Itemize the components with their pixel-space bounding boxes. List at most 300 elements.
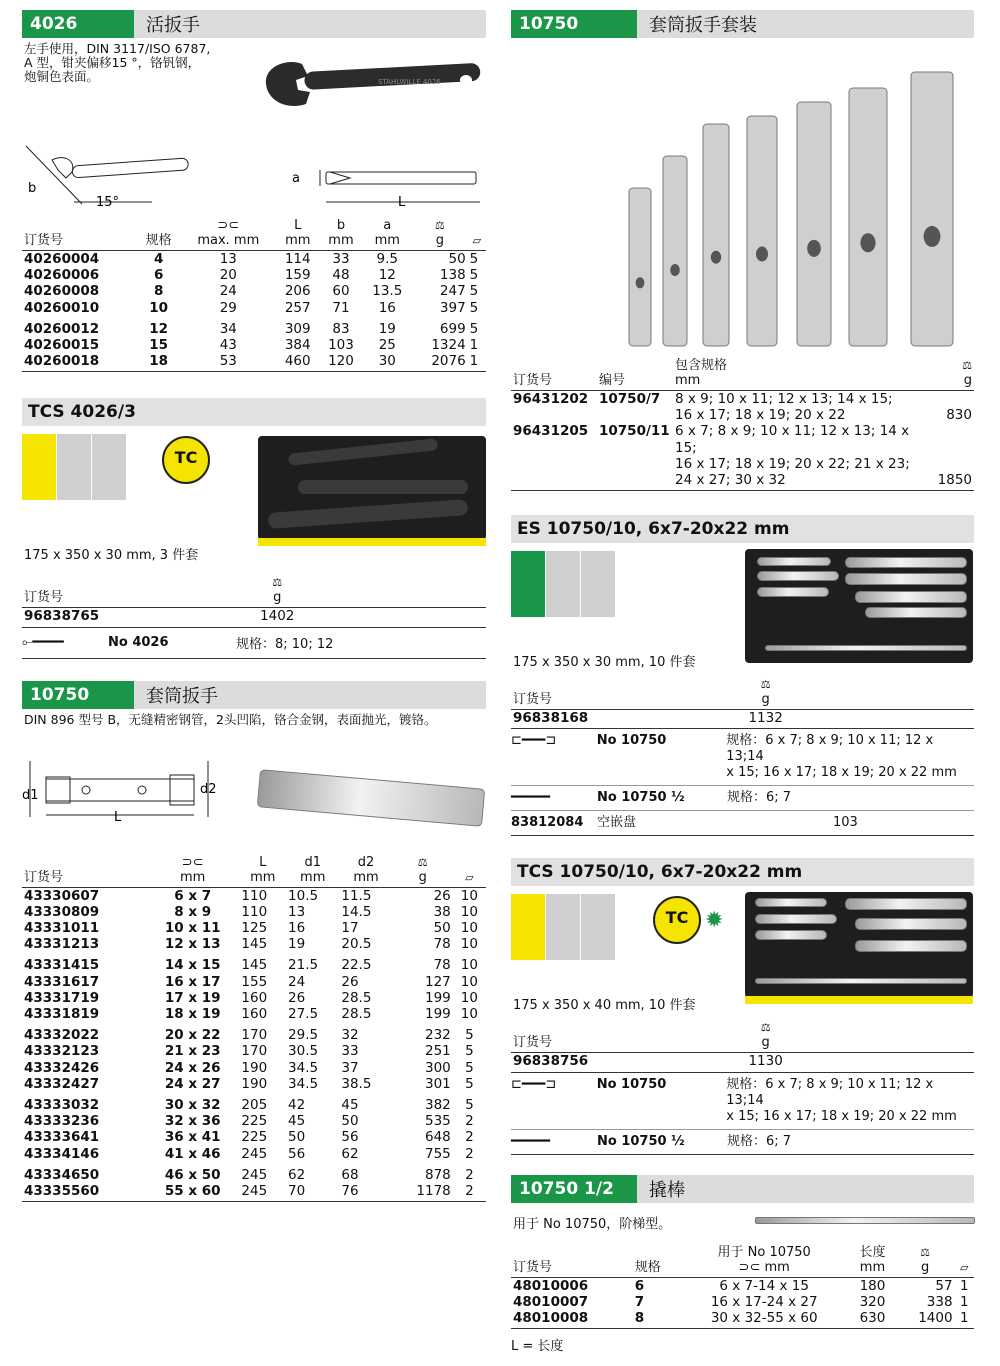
s4026-intro xyxy=(22,42,486,212)
pack-qty: 2 xyxy=(465,1129,474,1146)
spanner-tube xyxy=(629,188,651,346)
open-wrench-icon: ⊃⊂ xyxy=(181,854,204,870)
order-number: 43330809 xyxy=(24,903,100,920)
col-b: b mm xyxy=(319,218,362,251)
length: 630 xyxy=(859,1310,886,1327)
weight: 57 xyxy=(935,1277,953,1294)
mini-wrench-icon: ⟜━━━━ xyxy=(22,635,64,651)
weight: 1324 xyxy=(431,337,466,354)
spanner-tube xyxy=(911,72,953,346)
size: 18 x 19 xyxy=(164,1006,221,1023)
max-opening: 43 xyxy=(219,337,237,354)
length: 225 xyxy=(241,1113,268,1130)
s10750-visual xyxy=(22,727,486,845)
scale-icon: ⚖ xyxy=(760,1021,771,1035)
table-row xyxy=(22,1146,486,1162)
box-spanner-image xyxy=(257,769,485,827)
length: 206 xyxy=(284,283,311,300)
col-length: 长度 mm xyxy=(849,1245,895,1278)
col-pack xyxy=(453,855,486,888)
scale-icon: ⚖ xyxy=(272,576,283,590)
box-spanner-diagram xyxy=(22,757,222,843)
weight: 1178 xyxy=(416,1183,451,1200)
d2: 38.5 xyxy=(341,1075,372,1092)
pack-qty: 5 xyxy=(465,1075,474,1092)
es10750-spec: 175 x 350 x 30 mm, 10 件套 xyxy=(513,655,696,671)
length: 460 xyxy=(284,353,311,370)
d2: 76 xyxy=(341,1183,359,1200)
box-icon: ▱ xyxy=(472,234,482,247)
dim-b: 71 xyxy=(332,299,350,316)
col-order: 订货号 xyxy=(22,855,146,888)
dim-b: 103 xyxy=(328,337,354,354)
dim-d1-label: d1 xyxy=(22,787,39,803)
table-row xyxy=(22,920,486,936)
length: 160 xyxy=(241,1006,268,1023)
weight: 878 xyxy=(424,1166,451,1183)
tc-system-badge: TC xyxy=(162,436,210,484)
swatch-gray xyxy=(546,551,580,617)
dim-l-label: L xyxy=(398,195,406,210)
weight-value: 1402 xyxy=(260,608,295,625)
d2: 37 xyxy=(341,1059,359,1076)
d1: 45 xyxy=(288,1113,306,1130)
d2: 45 xyxy=(341,1097,359,1114)
weight: 38 xyxy=(433,903,451,920)
col-size: 规格 xyxy=(633,1245,679,1278)
length: 170 xyxy=(241,1043,268,1060)
order-number: 43333236 xyxy=(24,1113,100,1130)
size: 46 x 50 xyxy=(164,1166,221,1183)
col-pack xyxy=(468,218,486,251)
order-number: 40260015 xyxy=(24,337,100,354)
color-swatches xyxy=(511,894,616,960)
d1: 19 xyxy=(288,936,306,953)
desc-line: A 型，钳夹偏移15 °，铬钒钢， xyxy=(24,55,201,70)
col-max: ⊃⊂ max. mm xyxy=(180,218,276,251)
dim-b: 48 xyxy=(332,267,350,284)
table-row xyxy=(22,337,486,353)
col-l: L mm xyxy=(276,218,319,251)
pack-qty: 10 xyxy=(460,1006,478,1023)
table-row xyxy=(22,267,486,283)
length: 170 xyxy=(241,1027,268,1044)
section-header-4026 xyxy=(22,10,486,38)
wrench-angle-diagram xyxy=(22,140,202,212)
pack-qty: 10 xyxy=(460,903,478,920)
pack-qty: 5 xyxy=(469,283,479,300)
fits-range: 30 x 32-55 x 60 xyxy=(710,1310,818,1327)
size: 15 xyxy=(149,337,169,354)
col-num: 编号 xyxy=(597,358,673,391)
tcs10750-visual xyxy=(511,886,974,1020)
size: 24 x 26 xyxy=(164,1059,221,1076)
pack-qty: 10 xyxy=(460,989,478,1006)
order-number: 43331011 xyxy=(24,920,100,937)
table-row xyxy=(22,1183,486,1199)
length: 257 xyxy=(284,299,311,316)
size: 18 xyxy=(149,353,169,370)
d1: 34.5 xyxy=(288,1075,319,1092)
es10750-visual xyxy=(511,543,974,677)
weight: 50 xyxy=(433,920,451,937)
tcs10750-table xyxy=(511,1020,974,1069)
length: 159 xyxy=(284,267,311,284)
d1: 13 xyxy=(288,903,306,920)
table-row xyxy=(22,1113,486,1129)
order-number: 43332022 xyxy=(24,1027,100,1044)
section-header-tcs10750 xyxy=(511,858,974,886)
table-row xyxy=(22,887,486,904)
order-number: 43334650 xyxy=(24,1166,100,1183)
max-opening: 24 xyxy=(219,283,237,300)
contents-no: No 10750 xyxy=(596,733,667,749)
size: 20 x 22 xyxy=(164,1027,221,1044)
d2: 56 xyxy=(341,1129,359,1146)
right-column xyxy=(511,10,974,1354)
tommy-bar-hole xyxy=(924,226,941,247)
table-row xyxy=(22,251,486,268)
foam-tray-image xyxy=(745,892,973,998)
desc-line: 炮铜色表面。 xyxy=(24,69,100,84)
pack-qty: 5 xyxy=(465,1027,474,1044)
size: 32 x 36 xyxy=(164,1113,221,1130)
d2: 22.5 xyxy=(341,957,372,974)
tommy-bar-hole xyxy=(756,247,768,262)
size: 12 xyxy=(149,320,169,337)
dim-b: 83 xyxy=(332,320,350,337)
table-row xyxy=(22,1022,486,1043)
table-row xyxy=(22,1060,486,1076)
size: 14 x 15 xyxy=(164,957,221,974)
tommy-bar-hole xyxy=(860,233,875,252)
d2: 14.5 xyxy=(341,903,372,920)
length-note: L = 长度 xyxy=(511,1339,564,1355)
pack-qty: 1 xyxy=(959,1293,969,1310)
section-title: ES 10750/10, 6x7-20x22 mm xyxy=(517,519,790,540)
dim-b: 60 xyxy=(332,283,350,300)
table-row xyxy=(22,952,486,973)
length: 190 xyxy=(241,1059,268,1076)
length: 145 xyxy=(241,936,268,953)
table-row xyxy=(511,1294,974,1310)
col-pack xyxy=(955,1245,974,1278)
d2: 28.5 xyxy=(341,989,372,1006)
order-number: 83812084 xyxy=(511,815,584,831)
weight: 251 xyxy=(424,1043,451,1060)
contents-sizes: 规格：6; 7 xyxy=(727,1133,792,1149)
d1: 27.5 xyxy=(288,1006,319,1023)
size: 17 x 19 xyxy=(164,989,221,1006)
size: 12 x 13 xyxy=(164,936,221,953)
d1: 56 xyxy=(288,1145,306,1162)
size: 8 xyxy=(634,1310,645,1327)
svg-text:STAHLWILLE 4026: STAHLWILLE 4026 xyxy=(378,78,441,86)
tcs4026-visual xyxy=(22,426,486,544)
dim-d2-label: d2 xyxy=(200,781,217,797)
mini-bar-icon: ━━━━━ xyxy=(511,1133,551,1149)
d2: 26 xyxy=(341,973,359,990)
col-weight: ⚖ g xyxy=(208,575,347,608)
bar-table xyxy=(511,1245,974,1327)
length: 245 xyxy=(241,1166,268,1183)
section-header-es10750 xyxy=(511,515,974,543)
contents-no: No 4026 xyxy=(108,635,169,651)
length: 114 xyxy=(284,251,311,267)
order-number: 48010006 xyxy=(513,1277,589,1294)
es10750-contents-1: ⊏━━━⊐ No 10750 规格：6 x 7; 8 x 9; 10 x 11; 12 x 13;14 x 15; 16 x 17; 18 x 19; 20 x 22 mm xyxy=(511,729,974,786)
section-header-10750 xyxy=(22,681,486,709)
pack-qty: 10 xyxy=(460,920,478,937)
order-number: 96431202 xyxy=(513,391,589,407)
pack-qty: 1 xyxy=(469,353,479,370)
open-wrench-icon: ⊃⊂ xyxy=(738,1259,761,1275)
table-row xyxy=(22,1006,486,1022)
col-weight: ⚖ g xyxy=(696,1020,835,1053)
d1: 50 xyxy=(288,1129,306,1146)
size: 21 x 23 xyxy=(164,1043,221,1060)
table-row xyxy=(22,936,486,952)
section-name: 活扳手 xyxy=(146,15,200,36)
col-weight: ⚖ g xyxy=(936,358,974,391)
size: 8 xyxy=(153,283,164,300)
col-for: 用于 No 10750 ⊃⊂ mm xyxy=(679,1245,849,1278)
pack-qty: 10 xyxy=(460,957,478,974)
weight: 300 xyxy=(424,1059,451,1076)
col-order: 订货号 xyxy=(511,677,696,710)
tcs4026-spec: 175 x 350 x 30 mm, 3 件套 xyxy=(24,548,199,564)
scale-icon: ⚖ xyxy=(417,855,428,869)
wrench-side-diagram xyxy=(290,166,486,214)
weight: 26 xyxy=(433,887,451,904)
order-number: 43333641 xyxy=(24,1129,100,1146)
size: 10 xyxy=(149,299,169,316)
box-icon: ▱ xyxy=(960,1260,969,1274)
order-number: 40260006 xyxy=(24,267,100,284)
col-weight: ⚖ g xyxy=(896,1245,955,1278)
length: 320 xyxy=(859,1293,886,1310)
swatch-yellow xyxy=(22,434,56,500)
dim-a: 12 xyxy=(378,267,396,284)
tcs4026-contents-row xyxy=(22,628,486,659)
d2: 28.5 xyxy=(341,1006,372,1023)
tcs4026-table xyxy=(22,575,486,624)
col-d1: d1 mm xyxy=(286,855,339,888)
weight: 1400 xyxy=(918,1310,953,1327)
length: 180 xyxy=(859,1277,886,1294)
weight-value: 103 xyxy=(833,815,858,831)
swatch-green xyxy=(511,551,545,617)
weight: 699 xyxy=(439,320,466,337)
table-row xyxy=(22,974,486,990)
length: 245 xyxy=(241,1183,268,1200)
order-number: 48010008 xyxy=(513,1310,589,1327)
box-icon: ▱ xyxy=(465,870,474,884)
size: 10 x 11 xyxy=(164,920,221,937)
table-row xyxy=(22,1129,486,1145)
length: 384 xyxy=(284,337,311,354)
es10750-tray-row xyxy=(511,811,974,836)
table-row xyxy=(511,1310,974,1326)
pack-qty: 10 xyxy=(460,936,478,953)
length: 190 xyxy=(241,1075,268,1092)
d1: 34.5 xyxy=(288,1059,319,1076)
order-number: 40260004 xyxy=(24,251,100,267)
table-row xyxy=(511,423,974,488)
weight: 382 xyxy=(424,1097,451,1114)
spanner-tube xyxy=(703,124,729,346)
dim-b: 33 xyxy=(332,251,350,267)
col-order: 订货号 xyxy=(511,1245,633,1278)
swatch-gray xyxy=(581,894,615,960)
order-number: 43334146 xyxy=(24,1145,100,1162)
mini-spanner-icon: ⊏━━━⊐ xyxy=(511,733,557,749)
es10750-table xyxy=(511,677,974,726)
s10750-table xyxy=(22,855,486,1200)
weight-value: 1132 xyxy=(748,710,783,727)
col-size: ⊃⊂ mm xyxy=(146,855,239,888)
dim-a-label: a xyxy=(292,171,300,186)
tcs10750-spec: 175 x 350 x 40 mm, 10 件套 xyxy=(513,998,696,1014)
weight: 199 xyxy=(424,1006,451,1023)
section-header-tcs4026 xyxy=(22,398,486,426)
bar-description: 用于 No 10750，阶梯型。 xyxy=(513,1216,672,1232)
order-number: 40260010 xyxy=(24,299,100,316)
col-order: 订货号 xyxy=(22,218,137,251)
weight: 247 xyxy=(439,283,466,300)
swatch-gray xyxy=(92,434,126,500)
size: 30 x 32 xyxy=(164,1097,221,1114)
pack-qty: 1 xyxy=(469,337,479,354)
size: 6 x 7 xyxy=(174,887,212,904)
order-number: 43332123 xyxy=(24,1043,100,1060)
col-size: 规格 xyxy=(137,218,181,251)
max-opening: 34 xyxy=(219,320,237,337)
section-title: TCS 10750/10, 6x7-20x22 mm xyxy=(517,862,803,883)
dim-a: 19 xyxy=(378,320,396,337)
section-header-bar xyxy=(511,1175,974,1203)
col-d2: d2 mm xyxy=(339,855,392,888)
color-swatches xyxy=(22,434,127,500)
section-name: 套筒扳手套装 xyxy=(649,15,757,36)
order-number: 43333032 xyxy=(24,1097,100,1114)
d2: 17 xyxy=(341,920,359,937)
pack-qty: 5 xyxy=(469,299,479,316)
length: 110 xyxy=(241,903,268,920)
mini-spanner-icon: ⊏━━━⊐ xyxy=(511,1076,557,1092)
pack-qty: 10 xyxy=(460,973,478,990)
tommy-bar-image xyxy=(755,1217,975,1224)
pack-qty: 1 xyxy=(959,1310,969,1327)
weight: 138 xyxy=(439,267,466,284)
d1: 42 xyxy=(288,1097,306,1114)
scale-icon: ⚖ xyxy=(434,219,445,232)
order-number: 43331415 xyxy=(24,957,100,974)
weight: 301 xyxy=(424,1075,451,1092)
section-code: 4026 xyxy=(22,10,134,38)
pack-qty: 1 xyxy=(959,1277,969,1294)
max-opening: 20 xyxy=(219,267,237,284)
order-number: 96838765 xyxy=(24,608,100,625)
star-burst-icon: ✹ xyxy=(705,908,724,934)
weight: 78 xyxy=(433,936,451,953)
pack-qty: 5 xyxy=(465,1059,474,1076)
weight: 1850 xyxy=(937,472,972,489)
order-number: 43331617 xyxy=(24,973,100,990)
size: 7 xyxy=(634,1293,645,1310)
contents-sizes: 规格：8; 10; 12 xyxy=(236,637,334,653)
tommy-bar-hole xyxy=(636,277,645,288)
tommy-bar-hole xyxy=(807,240,821,257)
fits-range: 16 x 17-24 x 27 xyxy=(710,1293,818,1310)
section-code: 10750 xyxy=(511,10,637,38)
scale-icon: ⚖ xyxy=(920,1245,930,1259)
table-row xyxy=(22,1092,486,1113)
size: 24 x 27 xyxy=(164,1075,221,1092)
d1: 62 xyxy=(288,1166,306,1183)
foam-tray-image xyxy=(258,436,486,540)
col-a: a mm xyxy=(363,218,412,251)
tommy-bar-hole xyxy=(711,251,721,264)
col-order: 订货号 xyxy=(22,575,208,608)
table-row xyxy=(22,283,486,299)
pack-qty: 2 xyxy=(465,1145,474,1162)
order-number: 43332426 xyxy=(24,1059,100,1076)
pack-qty: 2 xyxy=(465,1166,474,1183)
spanner-tube xyxy=(747,116,777,346)
weight: 648 xyxy=(424,1129,451,1146)
d2: 32 xyxy=(341,1027,359,1044)
order-number: 43331719 xyxy=(24,989,100,1006)
col-l: L mm xyxy=(239,855,286,888)
s10750-description: DIN 896 型号 B，无缝精密钢管，2头凹陷，铬合金钢，表面抛光，镀铬。 xyxy=(24,711,437,727)
d1: 29.5 xyxy=(288,1027,319,1044)
d2: 68 xyxy=(341,1166,359,1183)
section-code: 10750 1/2 xyxy=(511,1175,637,1203)
col-order: 订货号 xyxy=(511,358,597,391)
col-weight: ⚖ g xyxy=(696,677,835,710)
length: 155 xyxy=(241,973,268,990)
size: 4 xyxy=(153,251,164,267)
max-opening: 13 xyxy=(219,251,237,267)
bar-intro xyxy=(511,1203,974,1245)
dim-a: 9.5 xyxy=(376,251,399,267)
weight: 78 xyxy=(433,957,451,974)
weight: 50 xyxy=(448,251,466,267)
item-number: 10750/11 xyxy=(599,423,670,440)
order-number: 43335560 xyxy=(24,1183,100,1200)
dim-a: 30 xyxy=(378,353,396,370)
weight: 830 xyxy=(946,407,972,424)
order-number: 40260012 xyxy=(24,320,100,337)
tommy-bar-hole xyxy=(670,264,680,276)
weight: 338 xyxy=(926,1293,953,1310)
order-number: 96431205 xyxy=(513,423,589,440)
order-number: 48010007 xyxy=(513,1293,589,1310)
weight: 127 xyxy=(424,973,451,990)
spanner-tube xyxy=(663,156,687,346)
mini-bar-icon: ━━━━━ xyxy=(511,790,551,806)
dim-b: 120 xyxy=(328,353,354,370)
set10750-table xyxy=(511,358,974,488)
swatch-gray xyxy=(57,434,91,500)
es10750-contents-2 xyxy=(511,786,974,811)
order-number: 96838168 xyxy=(513,710,589,727)
d2: 33 xyxy=(341,1043,359,1060)
swatch-gray xyxy=(581,551,615,617)
order-number: 40260018 xyxy=(24,353,100,370)
tc-system-badge: TC xyxy=(653,896,701,944)
